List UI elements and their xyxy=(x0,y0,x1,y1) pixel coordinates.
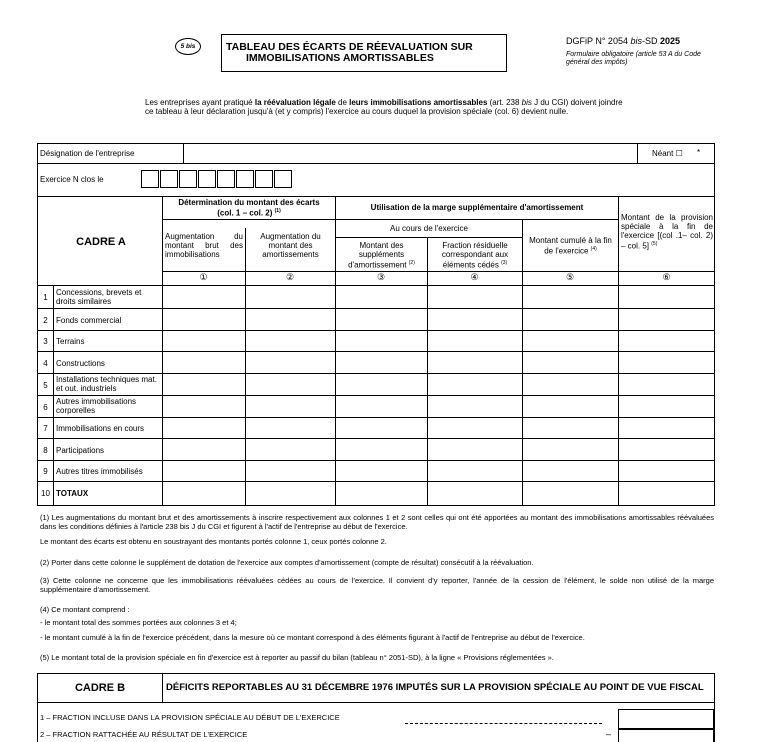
form-code-bis: bis xyxy=(630,36,642,46)
col4-label: Fraction résiduelle correspondant aux éléments cédés xyxy=(441,241,509,270)
divider xyxy=(637,143,638,163)
divider xyxy=(335,237,522,238)
badge-label: 5 bis xyxy=(180,43,196,50)
form-title-line1: TABLEAU DES ÉCARTS DE RÉEVALUATION SUR xyxy=(226,41,473,53)
divider xyxy=(245,228,246,505)
col6-header xyxy=(621,213,713,251)
intro-part-1: Les entreprises ayant pratiqué xyxy=(145,98,255,107)
note-3: (3) Cette colonne ne concerne que les immobilisations réévaluées cédées au cours de l'exercice. Il convient d'y reporter, l'année de la cession de l'élément, le solde non utilisé de la marge supplémentaire d'amortissement. xyxy=(40,576,714,594)
col-number-1: ① xyxy=(199,272,208,282)
col-number-5: ⑤ xyxy=(565,272,575,282)
divider xyxy=(37,481,715,482)
date-box-6[interactable] xyxy=(236,170,254,188)
neant-asterisk: * xyxy=(697,148,701,157)
date-box-2[interactable] xyxy=(160,170,178,188)
exercice-label: Exercice N clos le xyxy=(40,175,104,184)
date-box-4[interactable] xyxy=(198,170,216,188)
form-title-box xyxy=(221,34,507,72)
row-num: 1 xyxy=(43,293,48,302)
row-label: Autres immobilisations corporelles xyxy=(56,397,137,415)
intro-text xyxy=(145,98,625,116)
form-title-line2: IMMOBILISATIONS AMORTISSABLES xyxy=(246,52,434,64)
divider xyxy=(37,438,715,439)
cadre-b-line1-input[interactable] xyxy=(618,709,714,729)
obligatory-mention: Formulaire obligatoire (article 53 A du Code général des impôts) xyxy=(566,51,701,66)
date-box-8[interactable] xyxy=(274,170,292,188)
note-4: (4) Ce montant comprend : xyxy=(40,605,130,614)
col3-header xyxy=(338,241,425,270)
form-badge xyxy=(175,38,201,55)
intro-part-4: J du CGI) doivent joindre ce tableau à leur déclaration jusqu'à (et y compris) l'exercice au cours duquel la provision spéciale (col. 6) devient nulle. xyxy=(145,98,623,116)
group1-note: (1) xyxy=(274,208,281,214)
cadre-b-line2-input[interactable] xyxy=(618,729,714,742)
form-code xyxy=(566,36,726,46)
neant-checkbox[interactable]: ☐ xyxy=(675,149,683,158)
divider xyxy=(37,330,715,331)
divider xyxy=(37,163,715,164)
group1-title: Détermination du montant des écarts xyxy=(178,198,320,207)
form-year: 2025 xyxy=(659,36,681,46)
row-num: 5 xyxy=(43,381,48,390)
col-number-2: ② xyxy=(285,272,295,282)
divider xyxy=(37,196,715,197)
divider xyxy=(37,703,38,742)
row-label: Terrains xyxy=(56,337,85,346)
intro-part-3: (art. 238 xyxy=(487,98,522,107)
divider xyxy=(37,351,715,352)
note-1: (1) Les augmentations du montant brut et des amortissements à inscrire respectivement aux colonnes 1 et 2 sont celles qui ont été apportées au montant des immobilisations amortissables réévaluées dans les conditions définies à l'article 238 bis J du CGI et figurent à l'actif de l'entreprise au début de l'exercice. xyxy=(40,513,714,531)
dotted-leader xyxy=(405,723,602,724)
row-num: 6 xyxy=(43,403,48,412)
row-num: 9 xyxy=(43,467,48,476)
intro-bold-1: la réévaluation légale xyxy=(254,98,336,107)
col3-label: Montant des suppléments d'amortissement xyxy=(348,241,407,270)
cadre-b-line1: 1 – FRACTION INCLUSE DANS LA PROVISION SPÉCIALE AU DÉBUT DE L'EXERCICE xyxy=(40,713,340,722)
col4-header xyxy=(430,241,520,270)
col5-header xyxy=(524,236,617,256)
divider xyxy=(522,219,523,505)
row-label: Autres titres immobilisés xyxy=(56,467,143,476)
row-label: Constructions xyxy=(56,359,105,368)
group1-header xyxy=(163,198,335,218)
intro-part-2: de xyxy=(335,98,350,107)
col-number-6: ⑥ xyxy=(662,272,671,282)
col-number-4: ④ xyxy=(470,272,479,282)
cadre-b-line2-sign: – xyxy=(606,729,612,739)
date-box-7[interactable] xyxy=(255,170,273,188)
divider xyxy=(37,417,715,418)
row-label: Fonds commercial xyxy=(56,316,122,325)
date-box-3[interactable] xyxy=(179,170,197,188)
col4-note: (3) xyxy=(501,260,508,266)
divider xyxy=(37,460,715,461)
intro-bold-2: leurs immobilisations amortissables xyxy=(349,98,488,107)
neant-option[interactable] xyxy=(652,149,683,158)
row-label: Participations xyxy=(56,446,105,455)
divider xyxy=(162,219,618,220)
group2-title: Utilisation de la marge supplémentaire d'amortissement xyxy=(370,203,584,212)
neant-label: Néant xyxy=(652,149,674,158)
col3-note: (2) xyxy=(408,260,415,266)
col2-header: Augmentation du montant des amortissements xyxy=(260,232,321,259)
subgroup-title: Au cours de l'exercice xyxy=(389,224,468,233)
col6-note: (5) xyxy=(651,241,658,247)
intro-italic: bis xyxy=(521,98,532,107)
col-number-3: ③ xyxy=(376,272,386,282)
row-num: 7 xyxy=(43,424,48,433)
row-label: Concessions, brevets et droits similaires xyxy=(56,288,142,306)
divider xyxy=(162,271,715,272)
cadre-b-label: CADRE B xyxy=(74,682,126,694)
divider xyxy=(162,673,163,703)
date-box-5[interactable] xyxy=(217,170,235,188)
cadre-a-label: CADRE A xyxy=(76,236,126,248)
divider xyxy=(37,373,715,374)
designation-label: Désignation de l'entreprise xyxy=(40,149,135,158)
row-label: Immobilisations en cours xyxy=(56,424,145,433)
cadre-b-line2: 2 – FRACTION RATTACHÉE AU RÉSULTAT DE L'EXERCICE xyxy=(40,730,248,739)
note-5: (5) Le montant total de la provision spéciale en fin d'exercice est à reporter au passif du bilan (tableau n° 2051-SD), à la ligne « Provisions réglementées ». xyxy=(40,653,554,662)
divider xyxy=(714,703,715,742)
divider xyxy=(37,395,715,396)
col5-note: (4) xyxy=(590,246,597,252)
date-box-1[interactable] xyxy=(141,170,159,188)
row-num: 10 xyxy=(41,489,50,498)
row-num: 2 xyxy=(43,316,48,325)
form-code-prefix: DGFiP N° 2054 xyxy=(566,36,631,46)
divider xyxy=(37,308,715,309)
note-4b: - le montant cumulé à la fin de l'exercice précédent, dans la mesure où ce montant correspond à des éléments figurant à l'actif de l'entreprise au début de l'exercice. xyxy=(40,633,585,642)
col5-label: Montant cumulé à la fin de l'exercice xyxy=(529,236,612,256)
note-4a: - le montant total des sommes portées aux colonnes 3 et 4; xyxy=(40,618,237,627)
divider xyxy=(37,285,715,286)
form-reference xyxy=(566,36,726,67)
group1-sub: (col. 1 – col. 2) xyxy=(217,208,273,218)
col1-header: Augmentation du montant brut des immobilisations xyxy=(165,232,243,259)
row-label: Installations techniques mat. et out. industriels xyxy=(56,375,157,393)
note-2: (2) Porter dans cette colonne le supplément de dotation de l'exercice aux comptes d'amortissement (compte de résultat) consécutif à la réévaluation. xyxy=(40,558,534,567)
row-num: 4 xyxy=(43,359,48,368)
row-num: 8 xyxy=(43,446,48,455)
designation-input[interactable] xyxy=(184,144,637,162)
cadre-b-title: DÉFICITS REPORTABLES AU 31 DÉCEMBRE 1976 IMPUTÉS SUR LA PROVISION SPÉCIALE AU POINT DE VUE FISCAL xyxy=(166,682,704,693)
form-code-suffix: -SD xyxy=(641,36,660,46)
col6-label: Montant de la provision spéciale à la fin de l'exercice [(col .1– col. 2) – col. 5] xyxy=(621,213,713,251)
note-1b: Le montant des écarts est obtenu en soustrayant des montants portés colonne 1, ceux portés colonne 2. xyxy=(40,537,387,546)
row-label-totaux: TOTAUX xyxy=(56,489,89,498)
row-num: 3 xyxy=(43,337,48,346)
